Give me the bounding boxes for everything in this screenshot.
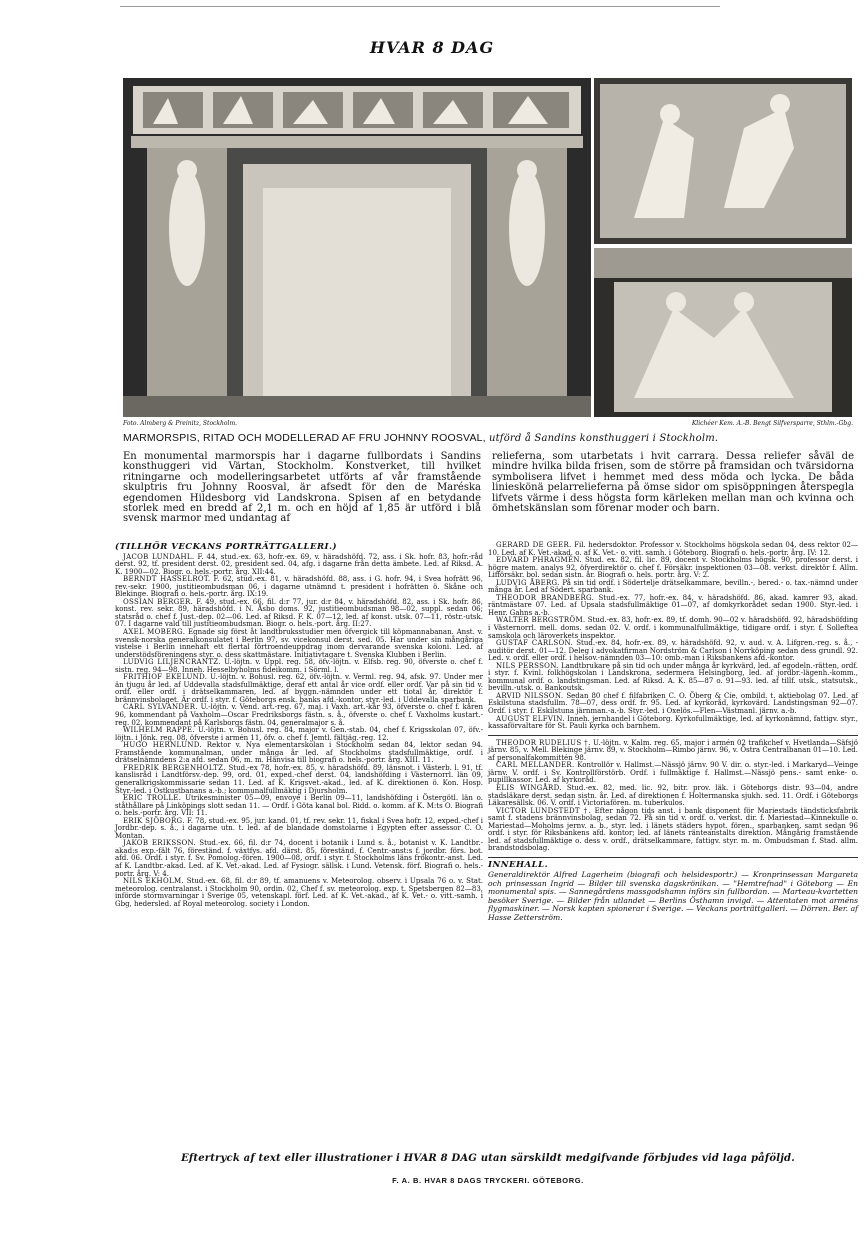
entry-text: U.-löjtn. v. Kalm. reg. 65, major i armén 02 trafikchef v. Hvetlanda—Säfsjö järnv. 85, v. Mell. Blekinge järnv. 89, v. Stockholm—Rimbo järnv. 96, v. Östra Centralbanan 01—10. Led. af personalfakommittén 98. xyxy=(488,738,858,762)
entry-name: JACOB LUNDAHL. xyxy=(123,552,195,561)
entry-text: Landtbrukare på sin tid och under många år kyrkvärd, led. af egodeln.-rätten, ordf. i styr. f. Kvinl. folkhögskolan i Landskrona, sedermera Helsingborg, led. af jordbr.-lägenh.-komm., kommunal ordf. o. landstingsman. Led. af Riksd. A. K. 85—87 o. 91—93. led. af tillf. utsk., statsutsk., bevilln.-utsk. o. Bankoutsk. xyxy=(488,661,858,693)
portrait-entry xyxy=(115,818,483,841)
portrait-entry xyxy=(115,599,483,629)
entry-name: THEODOR RUDELIUS †. xyxy=(496,738,591,747)
portrait-entry xyxy=(488,617,858,640)
relief-detail-image xyxy=(594,78,852,244)
entry-name: FREDRIK BERGENHOLTZ. xyxy=(123,763,226,772)
portrait-entry xyxy=(115,878,483,908)
caption-main: MARMORSPIS, RITAD OCH MODELLERAD AF FRU JOHNNY ROOSVAL, xyxy=(123,432,486,444)
entry-text: Kontrollör v. Hallmst.—Nässjö järnv. 90 V. dir. o. styr.-led. i Markaryd—Veinge järnv. V. ordf. i Sv. Kontrollförstörb. Ordf. i fullmäktige f. Hallmst.—Nässjö pens.- samt enke- o. pupillkassor. Led. af kyrkoråd. xyxy=(488,761,858,785)
intro-left: En monumental marmorspis har i dagarne fullbordats i Sandins konsthuggeri vid Värtan, Stockholm. Konstverket, till hvilket ritningarne och modelleringsarbetet utförts af vår framstående skulptris fru Johnny Roosval, är afsedt för den de Maréska egendomen Hildesborg vid Landskrona. Spisen af en betydande storlek med en bredd af 2,1 m. och en höjd af 1,85 är utförd i blå svensk marmor med undantag af xyxy=(123,451,481,525)
entry-name: GUSTAF CARLSON. xyxy=(496,639,573,648)
entry-text: Fil. hedersdoktor. Professor v. Stockholms högskola sedan 04, dess rektor 02—10. Led. af K. Vet.-akad. o. af K. Vet.- o. vitt. samh. i Göteborg. Biografi o. hels.-portr. årg. IV: 12. xyxy=(488,541,859,557)
printer-line: F. A. B. HVAR 8 DAGS TRYCKERI. GÖTEBORG. xyxy=(392,1176,584,1185)
entry-name: EDVARD PHRAGMÉN. xyxy=(496,556,582,565)
portrait-entry xyxy=(488,740,858,763)
portrait-entry xyxy=(488,595,858,618)
entry-text: F. 49, stud.-ex. 66, fil. d:r 77, jur. d:r 84, v. häradshöfd. 82, ass. i Sk. hofr. 86, konst. rev. sekr. 89, häradshöfd. i N. Åsbo doms. 92, justitieombudsman 98—02, suppl. sedan 06; statsråd o. chef f. Just.-dep. 02—06. Led. af Riksd. F. K. 07—12, led. af konst. utsk. 07—11, röstr.-utsk. 07. I dagarne vald till justitieombudsman. Biogr. o. hels.-port. årg. II:27. xyxy=(115,597,483,629)
portrait-entry xyxy=(488,808,858,853)
right-entries-a xyxy=(488,542,858,731)
entry-name: LUDVIG ÅBERG. xyxy=(496,578,560,587)
entry-name: WALTER BERGSTRÖM. xyxy=(496,616,586,625)
entry-text: Stud.-ex. 83, hofr.-ex. 89, tf. domh. 90—02 v. häradshöfd. 92, häradshöfding i Västernorrl. mell. doms. sedan 02. V. ordf. i kommunalfullmäktige, tidigare ordf. i styr. f. Solleftea samskola och läroverkets inspektor. xyxy=(488,616,858,640)
copyright-notice: Eftertryck af text eller illustrationer i HVAR 8 DAG utan särskildt medgifvande förbjudes vid laga påföljd. xyxy=(181,1153,795,1164)
entry-text: Stud.-ex. 68, fil. d:r 89, tf. amanuens v. Meteorolog. observ. i Upsala 76 o. v. Stat. meteorolog. centralanst. i Stockholm 90, ordin. 02, Chef f. sv. meteorolog. exp. t. Spetsbergen 82—83, införde stormvarningar i Sverige 05, vetenskapl. förf. Led. af K. Vet.-akad., af K. Vet.- o. vitt.-samh. i Gbg, hedersled. af Royal meteorolog. society i London. xyxy=(115,877,483,908)
entry-name: WILHELM RAPPE. xyxy=(123,726,195,735)
entry-text: Stud.-ex. 66, fil. d:r 74, docent i botanik i Lund s. å., botanist v. K. Landtbr.-akad:s exp.-fält 76, föreständ. f. växtfys. afd. därst. 85, föreständ. f. Centr.-anst:s f. jordbr. förs. bot. afd. 06. Ordf. i styr. f. Sv. Pomolog.-fören. 1900—08, ordf. i styr. f. Stockholms läns frökontr.-anst. Led. af K. Landtbr.-akad. Led. af K. Vet.-akad. Led. af Fysiogr. sällsk. i Lund. Vetensk. förf. Biografi o. hels.-portr. årg. V: 4. xyxy=(115,839,483,878)
column-rule xyxy=(488,857,858,858)
entry-text: U.-löjtn. v. Uppl. reg. 58, öfv.-löjtn. v. Elfsb. reg. 90, öfverste o. chef f. sistn. reg. 94—98. Inneh. Hesselbyholms fideikomm. i Sörml. l. xyxy=(115,658,483,674)
right-column xyxy=(488,542,858,922)
entry-name: OSSIAN BERGER. xyxy=(123,597,194,606)
portrait-entry xyxy=(488,640,858,663)
top-rule xyxy=(120,6,720,7)
entry-name: NILS PERSSON. xyxy=(496,661,559,670)
portrait-entry xyxy=(115,727,483,742)
portrait-entry xyxy=(115,659,483,674)
portrait-entry xyxy=(488,716,858,731)
portrait-entry xyxy=(115,795,483,818)
entry-text: Stud.-ex 78, hofr.-ex. 85, v. häradshöfd. 89, länsnot. i Västerb. l. 91, tf. kanslisråd i Landtförsv.-dep. 99, ord. 01, exped.-chef derst. 04, landshöfding i Västernorrl. län 09, generalkrigskommissarie sedan 11. Led. af K. Krigsvet.-akad., led. af K. direktionen ö. Kon. Hosp. Styr.-led. i Ostkustbanans a.-b.; kommunalfullmäktig i Djursholm. xyxy=(115,763,483,795)
portrait-entry xyxy=(115,554,483,577)
entry-name: CARL SYLVANDER. xyxy=(123,703,198,712)
gallery-heading: (TILLHÖR VECKANS PORTRÄTTGALLERI.) xyxy=(115,542,337,552)
portrait-entry xyxy=(488,557,858,580)
entry-name: GERARD DE GEER. xyxy=(496,541,572,549)
entry-name: ERIK SJÖBORG. xyxy=(123,816,185,825)
detail-photo-top xyxy=(594,78,852,244)
contents-text: Generaldirektör Alfred Lagerheim (biografi och helsidesportr.) — Kronprinsessan Margareta och prinsessan Ingrid — Bilder till svenska dagskrönikan. — "Hemtrefnad" i Göteborg — En monumental spis. — Sannegårdens massgodshamn införs sin fullbordan. — Marteau-kvartetten besöker Sverige. — Bilder från utlandet — Berlins Östhamn invigd. — Attentaten mot arméns flygmaskiner. — Norsk kapten spionerar i Sverige. — Veckans porträttgalleri. — Dörren. Ber. af Hasse Zetterström. xyxy=(488,870,858,922)
entry-text: Sedan 80 chef f. filfabriken C. O. Öberg & Cie, ombild. t. aktiebolag 07. Led. af Eskilstuna stadsfullm. 78—07, dess ordf. fr. 95. Led. af kyrkoråd, kyrkovärd. Landstingsman 92—07. Ordf. i styr. f. Eskilstuna järnman.-a.-b. Styr.-led. i Oxelös.—Flen—Västmanl. järnv. a.-b. xyxy=(488,691,858,716)
portrait-entry xyxy=(115,704,483,727)
portrait-entry xyxy=(115,629,483,659)
entry-name: AUGUST ELFVIN. xyxy=(496,714,565,723)
entry-text: Stud.-ex. 82, med. lic. 92, bitr. prov. läk. i Göteborgs distr. 93—04, andre stadsläkare derst. sedan sistn. år. Led. af direktionen f. Holtermanska sjukh. sed. 11. Ordf. i Göteborgs Läkaresällsk. 06. V. ordf. i Victoriafören. m. tuberkulos. xyxy=(488,783,858,808)
side-relief-image xyxy=(594,248,852,417)
entry-text: F. 44, stud.-ex. 63, hofr.-ex. 69, v. häradshöfd. 72, ass. i Sk. hofr. 83, hofr.-råd derst. 92, tf. president derst. 02, president sed. 04, afg. i dagarne från detta ämbete. Led. af Riksd. A. K. 1900—02. Biogr. o. hels.-portr. årg. XII:44. xyxy=(115,552,483,576)
portrait-entry xyxy=(115,674,483,704)
entry-name: AXEL MOBERG. xyxy=(123,628,186,637)
intro-right: relieferna, som utarbetats i hvit carrara. Dessa reliefer såväl de mindre hvilka bilda frisen, som de större på framsidan och tvärsidorna symbolisera lifvet i hemmet med dess möda och lycka. De båda linieskönä pelarrelieferna på ömse sidor om spisöppningen återspegla lifvets värme i dess högsta form kärleken mellan man och kvinna och ömhetskänslan som förenar moder och barn. xyxy=(492,451,854,515)
portrait-entry xyxy=(115,576,483,599)
entry-name: NILS EKHOLM. xyxy=(123,877,184,886)
portrait-entry xyxy=(488,762,858,785)
portrait-entry xyxy=(115,742,483,765)
portrait-entry xyxy=(488,663,858,693)
entry-text: Stud. ex. 82, fil. lic. 89, docent v. Stockholms högsk. 90, professor derst. i högre matem. analys 92, öfverdirektör o. chef f. Försäkr. inspektionen 03—08. verkst. direktör f. Allm. Lifförsäkr. bol. sedan sistn. år. Biografi o. hels. portr. årg. V: 2. xyxy=(488,556,858,580)
portrait-entry xyxy=(115,840,483,878)
entry-name: FRITHIOF EKELUND. xyxy=(123,673,208,682)
photo-credit: Foto. Almberg & Preinitz, Stockholm. xyxy=(123,420,238,427)
entry-text: Inneh. jernhandel i Göteborg. Kyrkofullmäktige, led. af kyrkonämnd, fattigv. styr., kassaförvaltare för St. Pauli kyrka och barnhem. xyxy=(488,714,858,731)
left-column xyxy=(115,542,483,908)
entry-text: På sin tid ordf. i Södertelje drätselkammare, bevilln.-, bered.- o. tax.-nämnd under många år. Led af Södert. sparbank. xyxy=(488,578,858,595)
right-entries-b xyxy=(488,740,858,853)
entry-name: ELIS WINGÅRD. xyxy=(496,783,562,792)
entry-text: Efter någon tids anst. i bank disponent för Mariestads tändsticksfabrik samt f. stadens brännvinsbolag, sedan 72. På sin tid v. ordf. o. verkst. dir. f. Mariestad—Kinnekulle o. Mariestad—Moholms jernv. a. b., styr. led. i länets städers hypot. fören., sparbanken, samt sedan 96 ordf. i styr. för Riksbankens afd. kontor; led. af länets ränteanstalts direktion. Mångårig framstående led. af stadsfullmäktige o. dess v. ordf., drätselkammare, fattigv. styr. m. m. Ombudsman f. Stad. allm. brandstodsbolag. xyxy=(488,806,859,853)
entry-text: U.-löjtn. v. Vend. art.-reg. 67, maj. i Vaxh. art.-kår 93, öfverste o. chef f. kåren 96, kommendant på Vaxholm—Oscar Fredriksborgs fästn. s. å., öfverste o. chef f. Vaxholms kustart.-reg. 02, kommendant på Karlsborgs fästn. 04, generalmajor s. å. xyxy=(115,703,483,727)
photo-caption xyxy=(123,432,853,444)
portrait-entry xyxy=(115,765,483,795)
caption-sub: utförd å Sandins konsthuggeri i Stockholm. xyxy=(488,433,719,444)
cliche-credit: Klichéer Kem. A.-B. Bengt Silfversparre, Sthlm.-Gbg. xyxy=(691,420,853,427)
entry-name: JAKOB ERIKSSON. xyxy=(123,839,197,848)
portrait-entry xyxy=(488,580,858,595)
entry-name: THEODOR BRANDBERG. xyxy=(496,593,595,602)
left-entries xyxy=(115,554,483,909)
entry-name: BERNDT HASSELROT. xyxy=(123,575,211,584)
entry-text: Stud.-ex. 77, hofr.-ex. 84, v. häradshöfd. 86, akad. kamrer 93, akad. räntmästare 07. Led. af Upsala stadsfullmäktige 01—07, af domkyrkorådet sedan 1900. Styr.-led. i Henr. Gahns a.-b. xyxy=(488,593,858,617)
entry-name: ERIC TROLLE. xyxy=(123,794,182,803)
entry-name: LUDVIG LILJENCRANTZ. xyxy=(123,658,221,667)
entry-text: U.-löjtn. v. Bohusl. reg. 62, öfv.-löjtn. v. Verml. reg. 94, afsk. 97. Under mer än tjugu år led. af Uddevalla stadsfullmäktige, deraf ett antal år vice ordf. eller ordf. Var på sin tid v. ordf. eller ordf. i drätselkammaren, led. af byggn.-nämnden under ett tiotal år, direktör f. brännvinsbolaget. Är ordf. i styr. f. Göteborgs ensk. banks afd.-kontor, styr.-led. i Uddevalla sparbank. xyxy=(115,673,483,704)
entry-text: Utrikesminister 05—09, envoyé i Berlin 09—11, landshöfding i Östergötl. län o. ståthållare på Linköpings slott sedan 11. — Ordf. i Göta kanal bol. Ridd. o. komm. af K. M:ts O. Biografi o. hels.-portr. årg. VII: 11. xyxy=(115,794,483,818)
portrait-entry xyxy=(488,785,858,808)
portrait-entry xyxy=(488,693,858,716)
entry-name: CARL MELLANDER. xyxy=(496,761,575,770)
detail-photo-bottom xyxy=(594,248,852,417)
entry-text: F. 62, stud.-ex. 81, v. häradshöfd. 88, ass. i G. hofr. 94, i Svea hofrätt 96, rev.-sekr. 1900, justitieombudsman 06, i dagarne utnämnd t. president i hofrätten ö. Skåne och Blekinge. Biografi o. hels.-portr. årg. IX:19. xyxy=(115,575,483,599)
entry-text: Egnade sig först åt landtbruksstudier men öfvergick till köpmannabanan. Anst. v. svensk-norska generalkonsulatet i Berlin 97, sv. vicekonsul derst. sed. 05. Har under sin mångåriga vistelse i Berlin innehaft ett flertal förtroendeuppdrag inom dervarande svenska koloni. Led. af understödsföreningens styr. o. dess skattmästare. Initiativtagare t. Svenska Klubben i Berlin. xyxy=(115,628,483,659)
contents-heading: INNEHALL. xyxy=(488,859,549,870)
entry-name: HUGO HERNLUND. xyxy=(123,741,202,750)
main-photo xyxy=(123,78,591,417)
portrait-entry xyxy=(488,542,858,557)
masthead: HVAR 8 DAG xyxy=(369,38,495,57)
entry-text: Stud.-ex. 84, hofr.-ex. 89, v. häradshöfd. 92, v. aud. v. A. Lifgren.-reg. s. å., -auditör derst. 01—12. Deleg i advokatfirman Nordström & Carlson i Norrköping sedan dess grundl. 92. Led. v. ordf. eller ordf. i helsov.-nämnden 03—10: omb.-man i Riksbankens afd.-kontor. xyxy=(488,639,858,663)
entry-text: Rektor v. Nya elementarskolan i Stockholm sedan 84, lektor sedan 94. Framstående kommunalman, under många år led. af Stockholms stadsfullmäktige, ordf. i drätselnämndens 2:a afd. sedan 06, m. m. Hänvisa till biografi o. hels.-portr. årg. XIII. 11. xyxy=(115,741,484,765)
entry-name: ARVID NILSSON. xyxy=(496,691,564,700)
entry-text: F. 78, stud.-ex. 95, jur. kand. 01, tf. rev. sekr. 11, fiskal i Svea hofr. 12, exped.-chef i Jordbr.-dep. s. å., i dagarne utn. t. led. af de blandade domstolarne i Egypten efter assessor C. O. Montan. xyxy=(115,816,483,840)
entry-name: VICTOR LUNDSTEDT †. xyxy=(496,806,592,815)
entry-text: U.-löjtn. v. Bohusl. reg. 84, major v. Gen.-stab. 04, chef f. Krigsskolan 07, öfv.-löjtn. i Jönk. reg. 08, öfverste i armén 11, öfv. o. chef f. Jemtl. fältjäg.-reg. 12. xyxy=(115,726,483,742)
column-rule xyxy=(488,735,858,736)
fireplace-image xyxy=(123,78,591,417)
